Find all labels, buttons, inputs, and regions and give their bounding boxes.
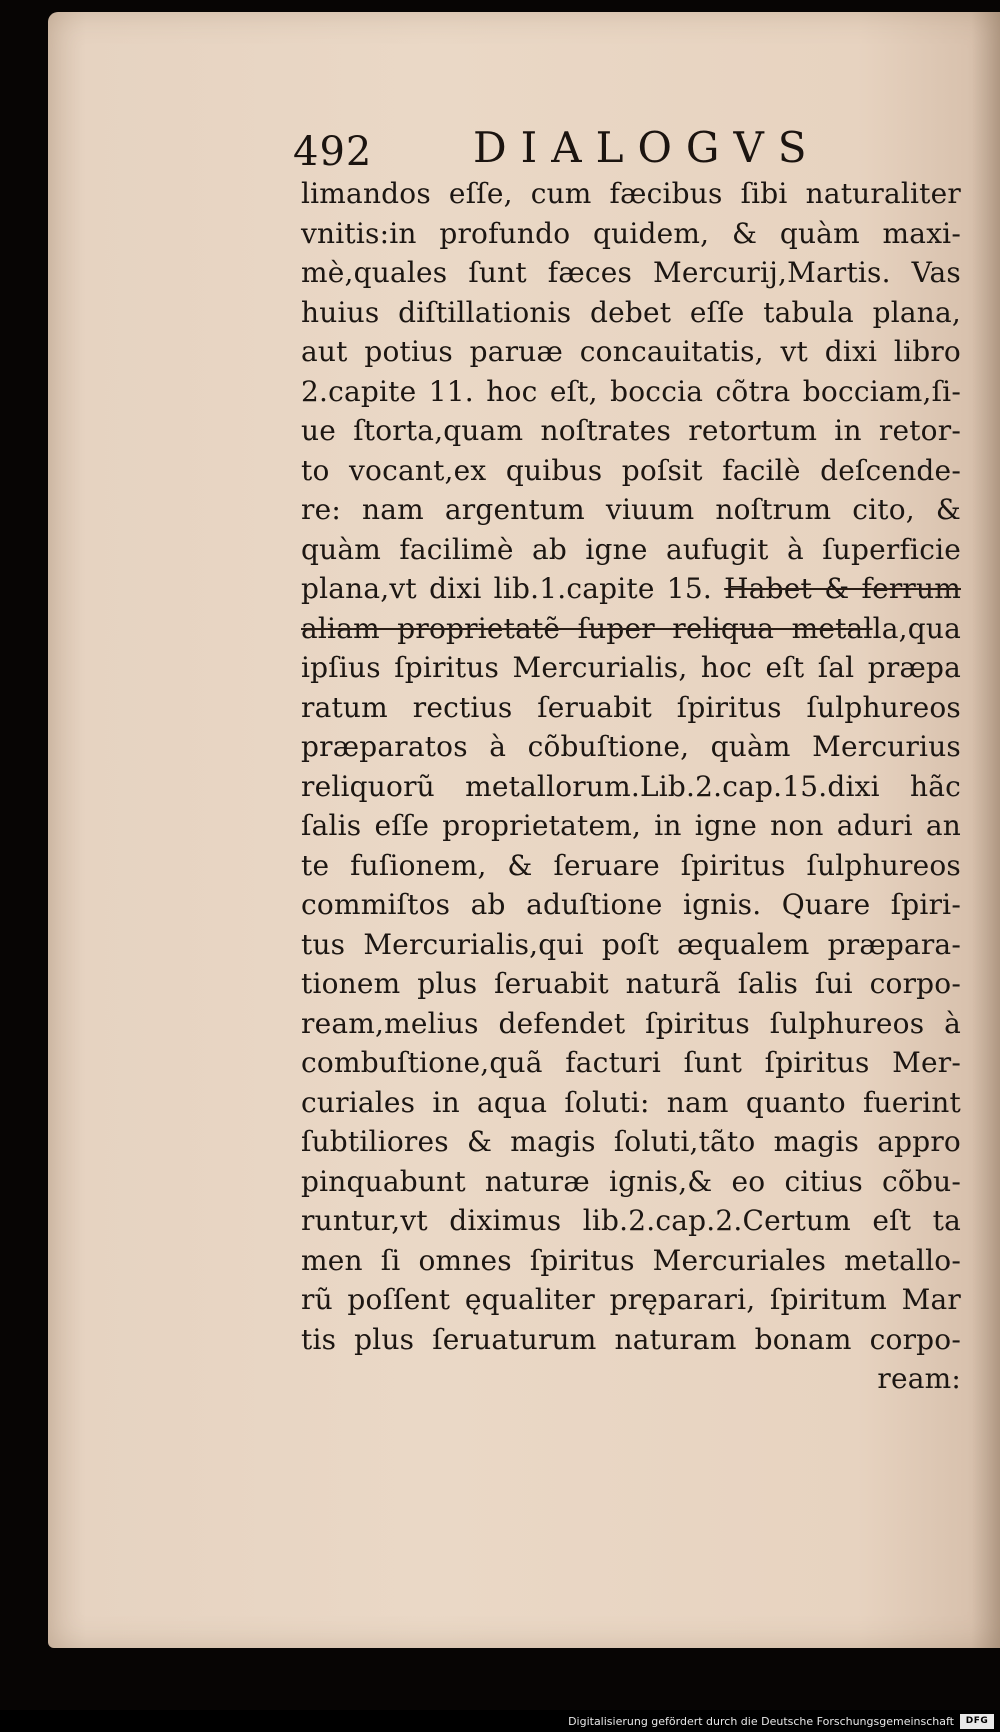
struck-text: Habet & ferrum [724,572,961,605]
text-line [301,1359,961,1399]
line-text: aut potius paruæ concauitatis, vt dixi libro [301,335,961,368]
footer-bar [0,1710,1000,1732]
line-text: commiſtos ab aduſtione ignis. Quare ſpiri- [301,888,961,921]
text-line [301,648,961,688]
line-text: men ſi omnes ſpiritus Mercuriales metallo- [301,1243,961,1277]
line-text: ratum rectius ſeruabit ſpiritus ſulphureos [301,690,961,724]
line-text: plana,vt dixi lib.1.capite 15. [301,572,725,605]
text-line [301,1083,961,1123]
line-text: runtur,vt diximus lib.2.cap.2.Certum eſt ta [301,1204,961,1237]
text-line [301,411,961,451]
text-line [301,174,961,214]
text-line [301,490,961,530]
text-line [301,332,961,372]
text-line [301,925,961,965]
body-text [301,174,961,1399]
text-line [301,727,961,767]
text-line [301,1241,961,1281]
text-line [301,1043,961,1083]
line-text: ue ſtorta,quam noſtrates retortum in retor- [301,414,961,447]
text-line [301,885,961,925]
text-line [301,214,961,254]
line-text: rũ poſſent ęqualiter pręparari, ſpiritum Mar [301,1283,961,1316]
text-line [301,569,961,609]
line-text: pinquabunt naturæ ignis,& eo citius cõbu- [301,1164,961,1198]
text-line [301,846,961,886]
book-page [48,12,1000,1648]
text-line [301,1122,961,1162]
line-text: ipſius ſpiritus Mercurialis, hoc eſt ſal præpa [301,651,961,684]
line-text: tus Mercurialis,qui poſt æqualem præpara- [301,927,961,961]
line-text: tionem plus ſeruabit naturã ſalis ſui corpo- [301,967,961,1000]
line-text: præparatos à cõbuſtione, quàm Mercurius [301,730,961,763]
text-line [301,293,961,333]
line-text: reliquorũ metallorum.Lib.2.cap.15.dixi hãc [301,769,961,803]
text-line [301,253,961,293]
page-header [293,117,933,177]
line-text: limandos eſſe, cum fæcibus ſibi naturaliter [301,177,961,210]
line-text: re: nam argentum viuum noſtrum cito, & [301,493,961,526]
text-line [301,688,961,728]
text-line [301,767,961,807]
line-text: curiales in aqua ſoluti: nam quanto fuerint [301,1085,961,1119]
text-line [301,1162,961,1202]
page-number: 492 [293,129,373,175]
text-line [301,1201,961,1241]
text-line [301,609,961,649]
footer-credit: Digitalisierung gefördert durch die Deutsche Forschungsgemeinschaft [568,1715,954,1728]
line-text: ſalis eſſe proprietatem, in igne non aduri an [301,809,961,842]
text-line [301,372,961,412]
text-line [301,530,961,570]
line-text: tis plus ſeruaturum naturam bonam corpo- [301,1322,961,1356]
text-line [301,1004,961,1044]
line-text: quàm facilimè ab igne aufugit à ſuperficie [301,532,961,566]
line-text: ream,melius defendet ſpiritus ſulphureos à [301,1006,961,1040]
line-text: combuſtione,quã facturi ſunt ſpiritus Mer- [301,1046,961,1079]
line-text: huius diſtillationis debet eſſe tabula plana, [301,295,961,329]
text-line [301,806,961,846]
line-text: vnitis:in profundo quidem, & quàm maxi- [301,216,961,250]
line-text: la,qua [872,611,961,645]
line-text: 2.capite 11. hoc eſt, boccia cõtra bocciam,ſi- [301,374,961,408]
line-text: to vocant,ex quibus poſsit facilè deſcende- [301,453,961,487]
running-head: DIALOGVS [473,123,821,172]
line-text: ſubtiliores & magis ſoluti,tãto magis appro [301,1125,961,1158]
line-text: mè,quales ſunt fæces Mercurij,Martis. Vas [301,256,961,289]
line-text: ream: [877,1362,961,1395]
text-line [301,451,961,491]
text-line [301,1320,961,1360]
line-text: te fuſionem, & ſeruare ſpiritus ſulphureos [301,848,961,882]
dfg-logo: DFG [960,1714,994,1729]
text-line [301,964,961,1004]
struck-text: aliam proprietatẽ ſuper reliqua metal [301,611,873,645]
text-line [301,1280,961,1320]
